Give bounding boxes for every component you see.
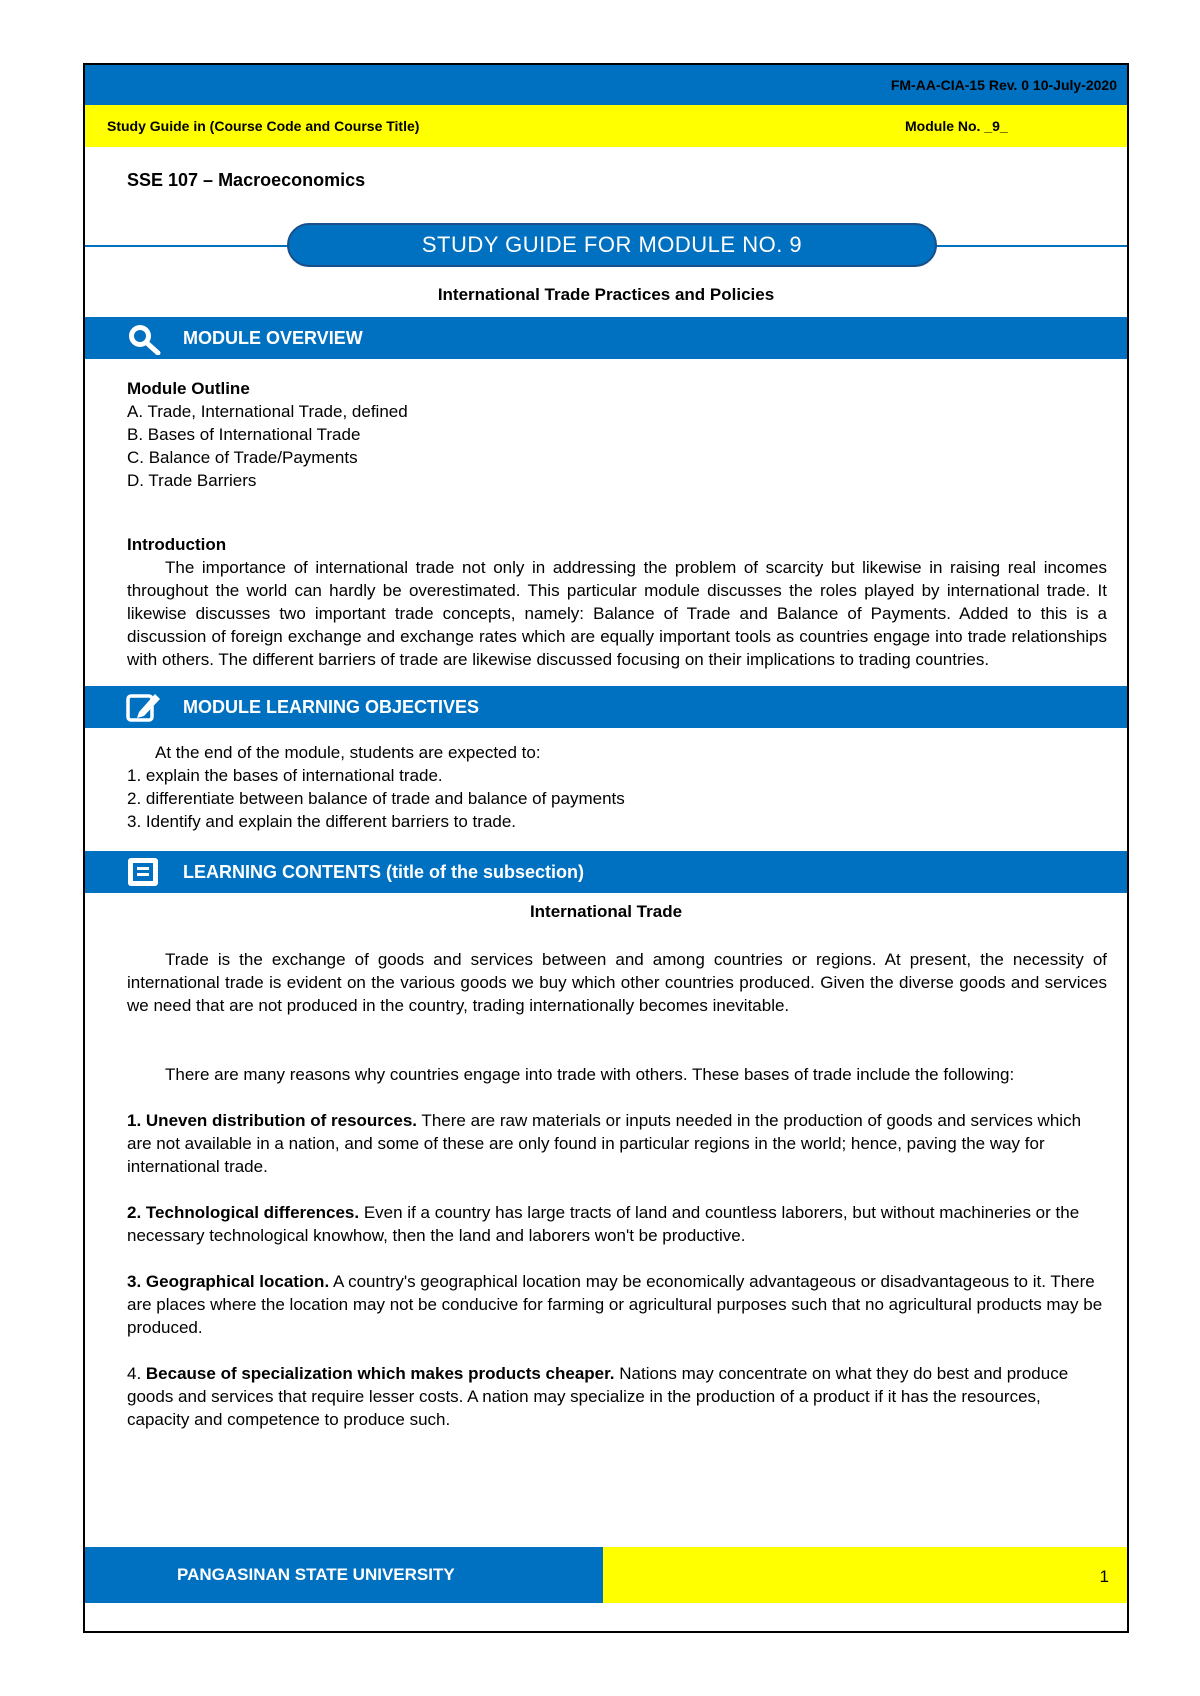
- basis-text: Even if a country has large tracts of land and countless laborers, but without machineries or the necessary technological knowhow, then the land and laborers won't be productive.: [127, 1203, 1080, 1245]
- basis-number: 2.: [127, 1203, 146, 1222]
- outline-item: C. Balance of Trade/Payments: [127, 448, 358, 467]
- study-guide-banner: STUDY GUIDE FOR MODULE NO. 9: [287, 223, 937, 267]
- footer-university-bar: [85, 1547, 603, 1603]
- basis-item: [127, 1201, 1107, 1247]
- learning-contents-heading: [183, 862, 584, 883]
- objectives-lead: At the end of the module, students are expected to:: [155, 743, 541, 762]
- learning-contents-suffix: (title of the subsection): [386, 862, 585, 882]
- basis-title: Because of specialization which makes products cheaper.: [145, 1364, 615, 1383]
- learning-objectives-bar: [85, 686, 1127, 728]
- objectives-list: [127, 741, 1107, 833]
- outline-title: Module Outline: [127, 379, 250, 398]
- basis-item: [127, 1270, 1107, 1339]
- objective-item: 1. explain the bases of international trade.: [127, 766, 443, 785]
- form-code: FM-AA-CIA-15 Rev. 0 10-July-2020: [890, 77, 1117, 93]
- module-outline: [127, 377, 1107, 492]
- basis-item: [127, 1362, 1107, 1431]
- footer-page-bar: [603, 1547, 1127, 1603]
- objective-item: 3. Identify and explain the different barriers to trade.: [127, 812, 517, 831]
- paragraph: There are many reasons why countries engage into trade with others. These bases of trade include the following:: [165, 1065, 1015, 1084]
- objective-item: 2. differentiate between balance of trade and balance of payments: [127, 789, 625, 808]
- course-title: SSE 107 – Macroeconomics: [127, 170, 366, 190]
- basis-title: Technological differences.: [145, 1203, 360, 1222]
- module-overview-bar: [85, 317, 1127, 359]
- basis-item: [127, 1109, 1107, 1178]
- basis-text: A country's geographical location may be economically advantageous or disadvantageous to it. There are places where the location may not be conducive for farming or agricultural purposes such that no agricultural products may be produced.: [127, 1272, 1103, 1337]
- edit-icon: [125, 690, 163, 724]
- page-number: 1: [1099, 1567, 1109, 1586]
- basis-title: Uneven distribution of resources.: [145, 1111, 418, 1130]
- outline-item: D. Trade Barriers: [127, 471, 257, 490]
- university-name: PANGASINAN STATE UNIVERSITY: [177, 1565, 455, 1584]
- basis-number: 3.: [127, 1272, 146, 1291]
- basis-text: Nations may concentrate on what they do best and produce goods and services that require lesser costs. A nation may specialize in the production of a product if it has the resources, capacity and competence to produce such.: [127, 1364, 1069, 1429]
- basis-title: Geographical location.: [145, 1272, 330, 1291]
- study-guide-page: [83, 63, 1129, 1633]
- outline-item: B. Bases of International Trade: [127, 425, 361, 444]
- module-overview-heading: MODULE OVERVIEW: [183, 328, 363, 348]
- study-guide-bar: [85, 105, 1127, 147]
- intro-text: The importance of international trade not only in addressing the problem of scarcity but likewise in raising real incomes throughout the world can hardly be overestimated. This particular module discusses the roles played by international trade. It likewise discusses two important trade concepts, namely: Balance of Trade and Balance of Payments. Added to this is a discussion of foreign exchange and exchange rates which are equally important tools as countries engage into trade relationships with others. The different barriers of trade are likewise discussed focusing on their implications to trading countries.: [127, 558, 1107, 669]
- module-number-label: Module No. _9_: [905, 118, 1008, 134]
- introduction: [127, 533, 1107, 671]
- basis-text: There are raw materials or inputs needed in the production of goods and services which are not available in a nation, and some of these are only found in particular regions in the world; hence, paving the way for international trade.: [127, 1111, 1082, 1176]
- paragraph: Trade is the exchange of goods and services between and among countries or regions. At present, the necessity of international trade is evident on the various goods we buy which other countries produced. Given the diverse goods and services we need that are not produced in the country, trading internationally becomes inevitable.: [127, 950, 1107, 1015]
- learning-contents-label: LEARNING CONTENTS: [183, 862, 381, 882]
- intro-title: Introduction: [127, 535, 227, 554]
- module-subtitle: International Trade Practices and Policies: [437, 285, 775, 304]
- learning-contents-bar: [85, 851, 1127, 893]
- basis-number: 1.: [127, 1111, 146, 1130]
- form-code-bar: [85, 65, 1127, 105]
- basis-number: 4.: [127, 1364, 146, 1383]
- study-guide-label: Study Guide in (Course Code and Course Title): [107, 118, 420, 134]
- outline-item: A. Trade, International Trade, defined: [127, 402, 408, 421]
- learning-objectives-heading: MODULE LEARNING OBJECTIVES: [183, 697, 480, 717]
- document-icon: [125, 855, 163, 889]
- section-title: International Trade: [529, 902, 683, 921]
- magnifier-icon: [125, 321, 163, 355]
